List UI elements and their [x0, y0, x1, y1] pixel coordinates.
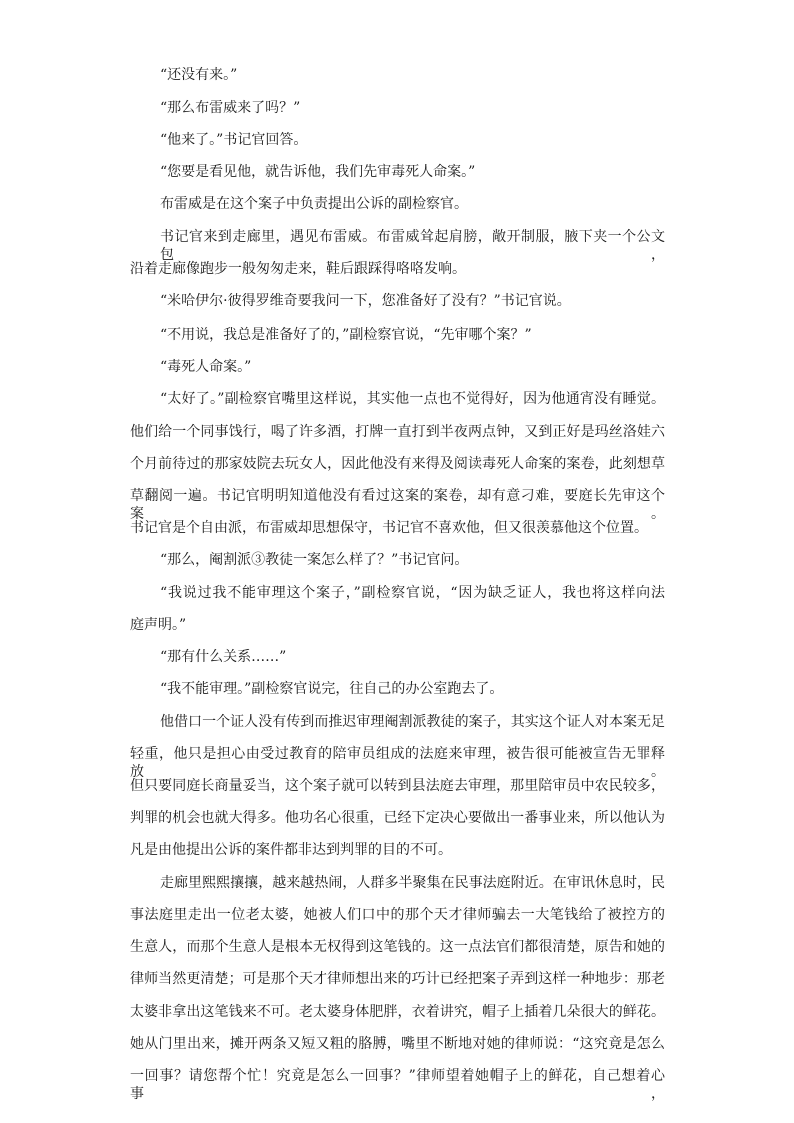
text-line: 一回事？请您帮个忙！究竟是怎么一回事？”律师望着她帽子上的鲜花，自己想着心事，: [130, 1068, 665, 1102]
text-line: 律师当然更清楚；可是那个天才律师想出来的巧计已经把案子弄到这样一种地步：那老: [130, 971, 665, 987]
text-line: 凡是由他提出公诉的案件都非达到判罪的目的不可。: [130, 842, 452, 858]
text-line: “那么，阉割派③教徒一案怎么样了？”书记官问。: [160, 552, 469, 568]
text-line: 事法庭里走出一位老太婆，她被人们口中的那个天才律师骗去一大笔钱给了被控方的: [130, 907, 665, 923]
text-line: 个月前待过的那家妓院去玩女人，因此他没有来得及阅读毒死人命案的案卷，此刻想草: [130, 456, 665, 472]
text-line: “那有什么关系……”: [160, 649, 287, 665]
text-line: 草翻阅一遍。书记官明明知道他没有看过这案的案卷，却有意刁难，要庭长先审这个案。: [130, 488, 665, 522]
text-line: 生意人，而那个生意人是根本无权得到这笔钱的。这一点法官们都很清楚，原告和她的: [130, 939, 665, 955]
text-line: “还没有来。”: [160, 67, 238, 83]
text-line: 太婆非拿出这笔钱来不可。老太婆身体肥胖，衣着讲究，帽子上插着几朵很大的鲜花。: [130, 1004, 665, 1020]
text-line: “我不能审理。”副检察官说完，往自己的办公室跑去了。: [160, 681, 504, 697]
text-line: “太好了。”副检察官嘴里这样说，其实他一点也不觉得好，因为他通宵没有睡觉。: [160, 391, 665, 407]
text-line: 庭声明。”: [130, 617, 187, 633]
text-line: 走廊里熙熙攘攘，越来越热闹，人群多半聚集在民事法庭附近。在审讯休息时，民: [160, 875, 665, 891]
text-line: “不用说，我总是准备好了的，”副检察官说，“先审哪个案？”: [160, 327, 532, 343]
text-line: 书记官来到走廊里，遇见布雷威。布雷威耸起肩膀，敞开制服，腋下夹一个公文包，: [160, 229, 665, 263]
text-line: “那么布雷威来了吗？”: [160, 100, 301, 116]
text-line: “毒死人命案。”: [160, 359, 252, 375]
text-line: 书记官是个自由派，布雷威却思想保守，书记官不喜欢他，但又很羡慕他这个位置。: [130, 520, 648, 536]
text-line: 她从门里出来，摊开两条又短又粗的胳膊，嘴里不断地对她的律师说：“这究竟是怎么: [130, 1036, 665, 1052]
text-line: 他们给一个同事饯行，喝了许多酒，打牌一直打到半夜两点钟，又到正好是玛丝洛娃六: [130, 424, 665, 440]
text-line: 但只要同庭长商量妥当，这个案子就可以转到县法庭去审理，那里陪审员中农民较多，: [130, 778, 665, 794]
text-line: “他来了。”书记官回答。: [160, 132, 308, 148]
text-line: 布雷威是在这个案子中负责提出公诉的副检察官。: [160, 196, 468, 212]
text-line: “米哈伊尔·彼得罗维奇要我问一下，您准备好了没有？”书记官说。: [160, 293, 571, 309]
text-line: “您要是看见他，就告诉他，我们先审毒死人命案。”: [160, 164, 476, 180]
text-line: 判罪的机会也就大得多。他功名心很重，已经下定决心要做出一番事业来，所以他认为: [130, 810, 665, 826]
text-line: 他借口一个证人没有传到而推迟审理阉割派教徒的案子，其实这个证人对本案无足: [160, 714, 665, 730]
text-line: 轻重，他只是担心由受过教育的陪审员组成的法庭来审理，被告很可能被宣告无罪释放。: [130, 746, 665, 780]
text-line: 沿着走廊像跑步一般匆匆走来，鞋后跟踩得咯咯发响。: [130, 261, 466, 277]
text-line: “我说过我不能审理这个案子，”副检察官说，“因为缺乏证人，我也将这样向法: [160, 585, 665, 601]
